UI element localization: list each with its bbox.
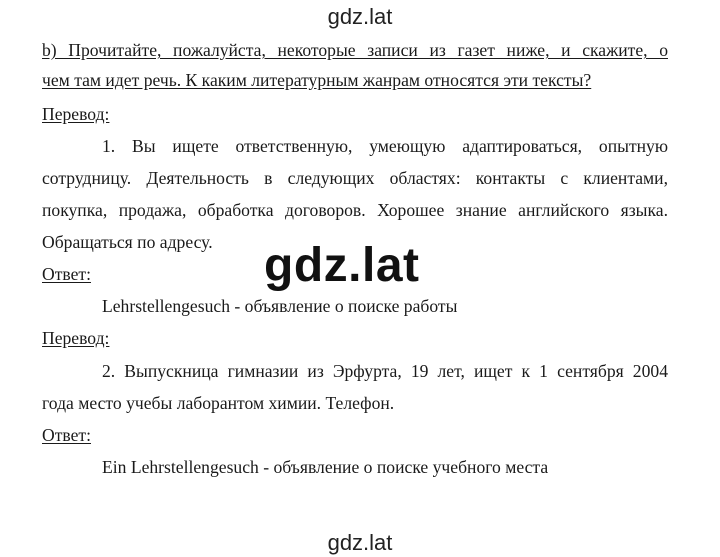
task-line-2: чем там идет речь. К каким литературным жанрам относятся эти тексты? — [42, 70, 592, 90]
answer-label-2: Ответ: — [42, 425, 91, 445]
section2-text-line-2: года место учебы лаборантом химии. Телефон. — [42, 393, 395, 413]
watermark-top: gdz.lat — [327, 4, 393, 29]
translation-label-2: Перевод: — [42, 328, 110, 348]
answer-label-1: Ответ: — [42, 264, 91, 284]
translation-label-1: Перевод: — [42, 104, 110, 124]
watermark-center: gdz.lat — [264, 239, 420, 292]
task-line-1: b) Прочитайте, пожалуйста, некоторые записи из газет ниже, и скажите, о — [42, 40, 668, 60]
watermark-bottom: gdz.lat — [327, 530, 393, 555]
answer-2: Ein Lehrstellengesuch - объявление о поиске учебного места — [102, 457, 549, 477]
section1-text-line-3: покупка, продажа, обработка договоров. Хорошее знание английского языка. — [42, 200, 668, 220]
section2-text-line-1: 2. Выпускница гимназии из Эрфурта, 19 лет, ищет к 1 сентября 2004 — [102, 361, 668, 381]
section1-text-line-2: сотрудницу. Деятельность в следующих областях: контакты с клиентами, — [42, 168, 668, 188]
answer-1: Lehrstellengesuch - объявление о поиске работы — [102, 296, 458, 316]
section1-text-line-4: Обращаться по адресу. — [42, 232, 213, 252]
section1-text-line-1: 1. Вы ищете ответственную, умеющую адаптироваться, опытную — [102, 136, 668, 156]
